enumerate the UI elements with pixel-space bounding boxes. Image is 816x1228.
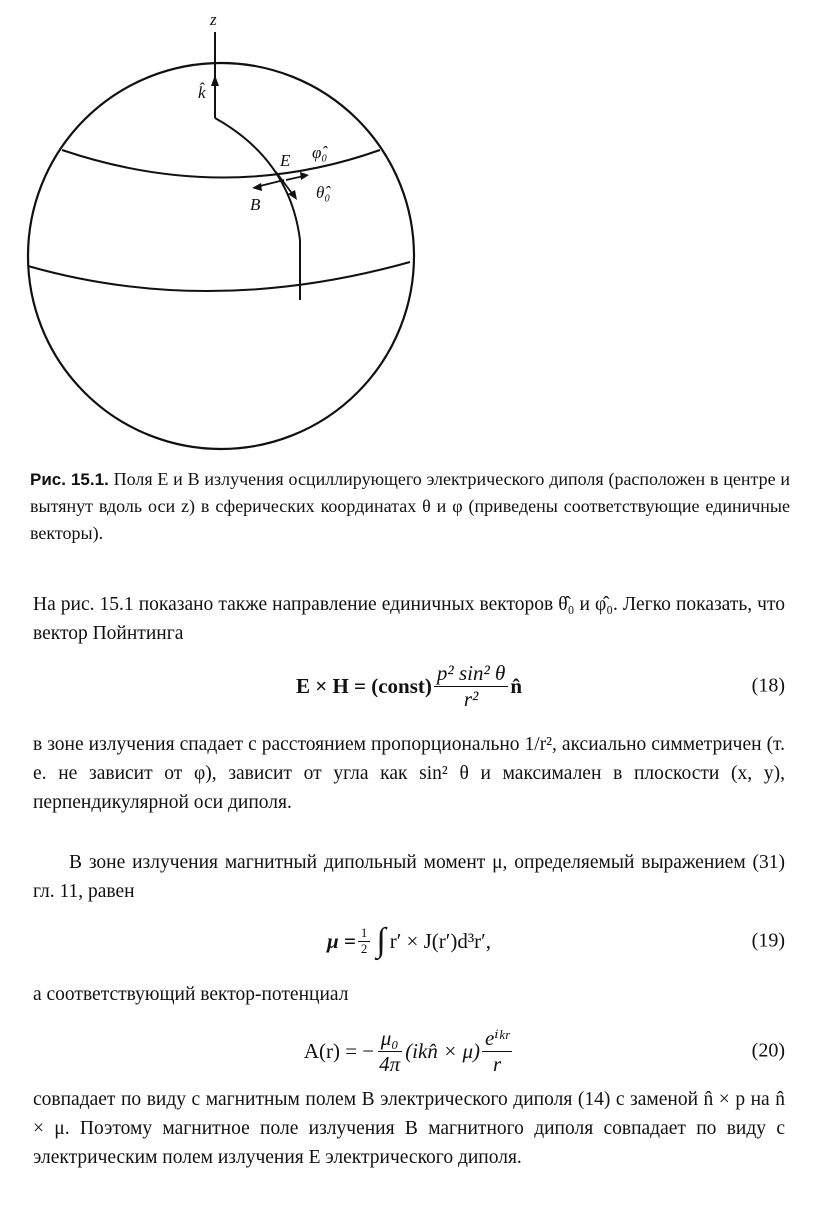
phi0-arrowhead xyxy=(300,172,309,180)
eq18-numerator: p² sin² θ xyxy=(434,661,508,686)
equation-19 xyxy=(33,915,785,967)
eq20-exp-num: eⁱᵏʳ xyxy=(482,1026,512,1051)
eq20-coef-num: μ₀ xyxy=(378,1026,402,1051)
equation-18 xyxy=(33,660,785,712)
eq20-mid: (ikn̂ × μ) xyxy=(405,1038,481,1063)
eq19-number: (19) xyxy=(751,929,785,952)
sphere-figure xyxy=(0,0,816,460)
eq19-integral: ∫ xyxy=(376,922,386,959)
e-label: E xyxy=(280,151,291,170)
z-axis-label: z xyxy=(210,10,217,29)
eq19-half xyxy=(358,926,371,957)
phi0-label: φ̂₀ xyxy=(312,143,328,162)
eq18-fraction xyxy=(434,661,508,710)
eq20-exp xyxy=(482,1026,512,1075)
paragraph-5: совпадает по виду с магнитным полем B электрического диполя (14) с заменой n̂ × p на n̂ × μ. Поэтому магнитное поле излучения B магнитного диполя совпадает по виду с электрическим полем излучения E электрического диполя. xyxy=(33,1089,785,1168)
paragraph-1: На рис. 15.1 показано также направление единичных векторов θ̂₀ и φ̂₀. Легко показать, что вектор Пойнтинга xyxy=(33,594,785,644)
equation-20 xyxy=(33,1025,785,1077)
figure-caption xyxy=(30,466,790,547)
paragraph-3: В зоне излучения магнитный дипольный момент μ, определяемый выражением (31) гл. 11, равен xyxy=(33,852,785,902)
eq20-coef-den: 4π xyxy=(379,1051,401,1076)
eq20-coef xyxy=(376,1026,403,1075)
eq18-lhs: E × H = (const) xyxy=(295,673,432,698)
eq19-lhs: μ = xyxy=(326,928,356,953)
eq19-body: r′ × J(r′)d³r′, xyxy=(389,928,492,953)
eq19-half-den: 2 xyxy=(360,940,368,956)
k-hat-label: k̂ xyxy=(198,83,206,102)
eq20-exp-den: r xyxy=(493,1051,502,1076)
upper-latitude xyxy=(62,150,380,178)
caption-label: Рис. 15.1. xyxy=(30,470,109,489)
eq18-number: (18) xyxy=(751,674,785,697)
b-arrowhead xyxy=(252,183,262,191)
b-label: B xyxy=(250,195,261,214)
theta0-label: θ̂₀ xyxy=(316,183,331,202)
k-arrow xyxy=(211,75,219,86)
eq20-number: (20) xyxy=(751,1039,785,1062)
eq18-denominator: r² xyxy=(463,686,479,711)
eq20-lhs: A(r) = − xyxy=(303,1038,375,1063)
eq18-tail: n̂ xyxy=(510,673,523,698)
paragraph-4: а соответствующий вектор-потенциал xyxy=(33,984,349,1005)
paragraph-2: в зоне излучения спадает с расстоянием пропорционально 1/r², аксиально симметричен (т. е. не зависит от φ), зависит от угла как sin² θ и максимален в плоскости (x, y), перпендикулярной оси диполя. xyxy=(33,734,785,813)
caption-text: Поля E и B излучения осциллирующего электрического диполя (расположен в центре и вытянут вдоль оси z) в сферических координатах θ и φ (приведены соответствующие единичные векторы). xyxy=(30,469,790,543)
equator-line xyxy=(28,262,410,291)
eq19-half-num: 1 xyxy=(358,926,371,942)
